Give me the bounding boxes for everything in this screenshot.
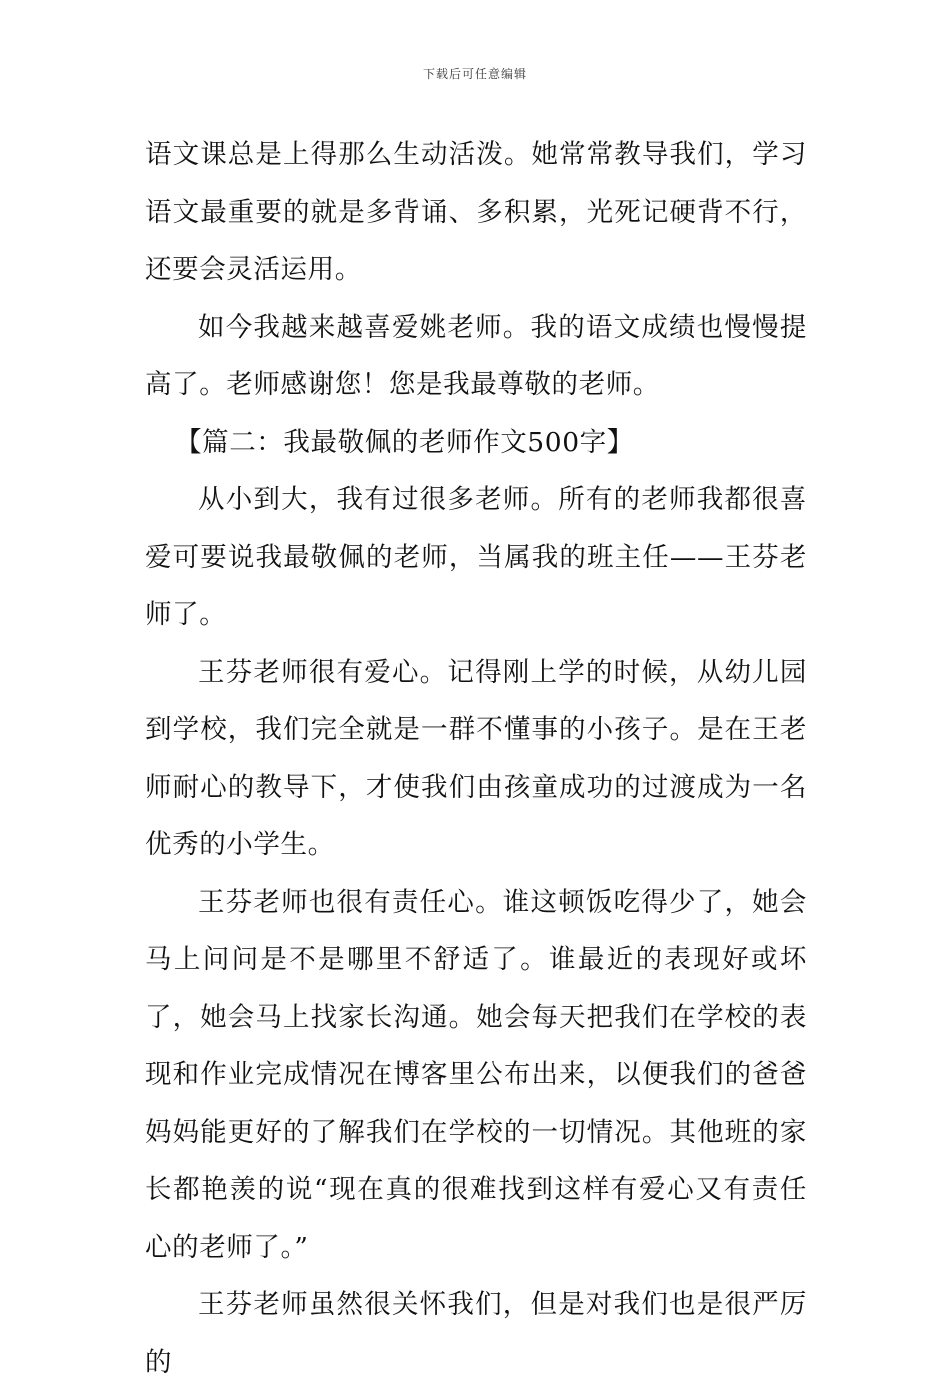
document-body — [145, 126, 807, 1391]
paragraph-continuation: 语文课总是上得那么生动活泼。她常常教导我们，学习语文最重要的就是多背诵、多积累，光死记硬背不行，还要会灵活运用。 — [145, 139, 807, 285]
paragraph-responsible: 王芬老师也很有责任心。谁这顿饭吃得少了，她会马上问问是不是哪里不舒适了。谁最近的表现好或坏了，她会马上找家长沟通。她会每天把我们在学校的表现和作业完成情况在博客里公布出来，以便我们的爸爸妈妈能更好的了解我们在学校的一切情况。其他班的家长都艳羡的说“现在真的很难找到这样有爱心又有责任心的老师了。” — [145, 886, 807, 1263]
section-heading: 【篇二：我最敬佩的老师作文500字】 — [175, 426, 634, 458]
paragraph-caring: 王芬老师很有爱心。记得刚上学的时候，从幼儿园到学校，我们完全就是一群不懂事的小孩子。是在王老师耐心的教导下，才使我们由孩童成功的过渡成为一名优秀的小学生。 — [145, 656, 807, 860]
page-header: 下载后可任意编辑 — [422, 67, 527, 81]
paragraph-strict: 王芬老师虽然很关怀我们，但是对我们也是很严厉的 — [145, 1289, 807, 1378]
paragraph-intro: 从小到大，我有过很多老师。所有的老师我都很喜爱可要说我最敬佩的老师，当属我的班主任——王芬老师了。 — [145, 484, 807, 630]
paragraph-yao-teacher: 如今我越来越喜爱姚老师。我的语文成绩也慢慢提高了。老师感谢您！您是我最尊敬的老师。 — [145, 311, 807, 400]
